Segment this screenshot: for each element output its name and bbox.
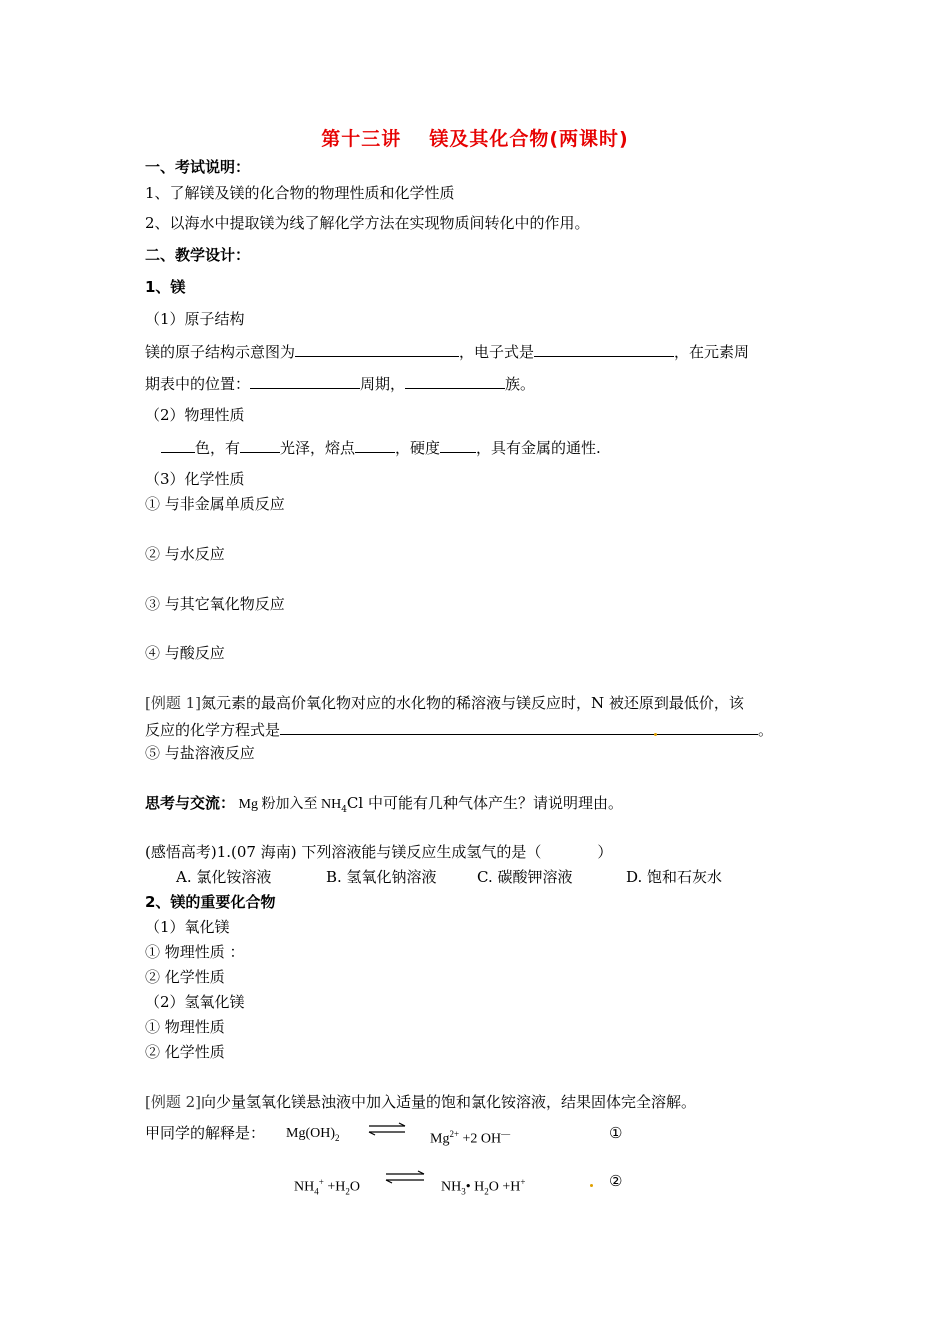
blank-color[interactable] [161, 438, 195, 453]
eq2-right-sub: 3 [461, 1186, 466, 1197]
atom-text-a: 镁的原子结构示意图为 [145, 343, 296, 361]
example-1-text: 氮元素的最高价氧化物对应的水化物的稀溶液与镁反应时，N 被还原到最低价，该 [201, 694, 744, 712]
title-topic: 镁及其化合物(两课时) [429, 128, 629, 150]
compounds-heading: 2、镁的重要化合物 [145, 893, 276, 911]
blank-equation[interactable] [280, 720, 758, 735]
think-subscript: 4 [341, 805, 347, 815]
phys-text-d: ，具有金属的通性. [476, 439, 601, 457]
physical-properties-line [161, 438, 601, 457]
mgo-heading: （1）氧化镁 [145, 918, 230, 936]
example-1-text-b: 反应的化学方程式是 [145, 721, 281, 739]
atom-text-d: 期表中的位置： [145, 375, 251, 393]
atom-text-e: 周期， [360, 375, 406, 393]
example-1-line-1 [145, 694, 744, 712]
eq1-right-b: +2 OH [459, 1131, 502, 1147]
page-title [0, 124, 950, 151]
eq2-right-b: • H [465, 1179, 485, 1195]
atom-text-c: ，在元素周 [674, 343, 750, 361]
atom-text-f: 族。 [505, 375, 536, 393]
phys-text-a: 色，有 [195, 439, 241, 457]
atom-line-1 [145, 342, 749, 361]
mgo-physical: ① 物理性质 ： [145, 943, 245, 961]
title-lecture: 第十三讲 [321, 128, 402, 150]
chem-item-1: ① 与非金属单质反应 [145, 495, 285, 513]
mark-dot [654, 733, 657, 736]
gaokao-question [145, 843, 612, 861]
chem-item-3: ③ 与其它氧化物反应 [145, 595, 285, 613]
physical-properties-heading: （2）物理性质 [145, 406, 245, 424]
think-exchange [145, 794, 623, 819]
eq1-right-a: Mg [430, 1131, 450, 1147]
exam-item-1: 1、了解镁及镁的化合物的物理性质和化学性质 [145, 184, 455, 202]
equation-2-right [441, 1173, 525, 1200]
example-1-tag: [例题 1] [145, 694, 202, 712]
blank-melting-point[interactable] [355, 438, 395, 453]
eq2-left-c: O [349, 1179, 360, 1195]
blank-structure-diagram[interactable] [295, 342, 459, 357]
equation-2-left [294, 1173, 360, 1200]
equilibrium-arrow-2 [384, 1170, 426, 1184]
atom-structure-heading: （1）原子结构 [145, 310, 245, 328]
think-text-b: Cl 中可能有几种气体产生？请说明理由。 [346, 794, 623, 812]
eq2-left-a: NH [294, 1179, 315, 1195]
eq1-left-sub: 2 [335, 1132, 340, 1143]
option-b: B. 氢氧化钠溶液 [326, 868, 437, 886]
think-label: 思考与交流： [145, 794, 236, 812]
example-2-tag: [例题 2] [145, 1093, 202, 1111]
example-1-period: 。 [758, 721, 774, 739]
option-c: C. 碳酸钾溶液 [477, 868, 573, 886]
equation-1-number: ① [609, 1124, 623, 1142]
jia-label: 甲同学的解释是： [145, 1124, 266, 1142]
equation-2-number: ② [609, 1172, 623, 1190]
eq1-right-sup: 2+ [449, 1129, 460, 1139]
mgoh2-chemical: ② 化学性质 [145, 1043, 225, 1061]
section2-heading: 二、教学设计： [145, 246, 251, 264]
eq2-left-sub: 4 [314, 1186, 319, 1197]
atom-text-b: ，电子式是 [459, 343, 535, 361]
option-a: A. 氯化铵溶液 [176, 868, 272, 886]
chem-item-2: ② 与水反应 [145, 545, 225, 563]
equilibrium-arrow-1 [367, 1122, 407, 1136]
eq2-right-c: O +H [488, 1179, 521, 1195]
chem-item-5: ⑤ 与盐溶液反应 [145, 744, 255, 762]
mgoh2-heading: （2）氢氧化镁 [145, 993, 245, 1011]
gaokao-text: (感悟高考)1.(07 海南) 下列溶液能与镁反应生成氢气的是（ [145, 843, 542, 861]
equation-1-left [286, 1125, 340, 1147]
mark-dot-2 [590, 1184, 593, 1187]
blank-period[interactable] [250, 374, 360, 389]
think-text-a: Mg 粉加入至 NH [235, 797, 342, 812]
example-2 [145, 1093, 696, 1111]
magnesium-heading: 1、镁 [145, 278, 186, 296]
eq1-left-text: Mg(OH) [286, 1126, 335, 1141]
chem-item-4: ④ 与酸反应 [145, 644, 225, 662]
eq2-left-sub2: 2 [345, 1186, 350, 1197]
atom-line-2 [145, 374, 535, 393]
phys-text-c: ，硬度 [395, 439, 441, 457]
chemical-properties-heading: （3）化学性质 [145, 470, 245, 488]
blank-luster[interactable] [240, 438, 280, 453]
gaokao-paren: ） [597, 843, 613, 861]
section1-heading: 一、考试说明： [145, 158, 251, 176]
equation-1-right [430, 1125, 510, 1149]
eq1-right-sup2: — [501, 1129, 511, 1139]
example-2-text: 向少量氢氧化镁悬浊液中加入适量的饱和氯化铵溶液，结果固体完全溶解。 [201, 1093, 697, 1111]
blank-group[interactable] [405, 374, 505, 389]
eq2-right-sub2: 2 [484, 1186, 489, 1197]
eq2-left-sup: + [318, 1177, 324, 1187]
mgo-chemical: ② 化学性质 [145, 968, 225, 986]
eq2-right-sup: + [520, 1177, 526, 1187]
eq2-left-b: +H [323, 1179, 346, 1195]
eq2-right-a: NH [441, 1179, 462, 1195]
mgoh2-physical: ① 物理性质 [145, 1018, 225, 1036]
exam-item-2: 2、以海水中提取镁为线了解化学方法在实现物质间转化中的作用。 [145, 214, 590, 232]
example-1-line-2 [145, 720, 773, 739]
option-d: D. 饱和石灰水 [626, 868, 723, 886]
phys-text-b: 光泽，熔点 [280, 439, 356, 457]
blank-hardness[interactable] [440, 438, 476, 453]
blank-electron-formula[interactable] [534, 342, 674, 357]
